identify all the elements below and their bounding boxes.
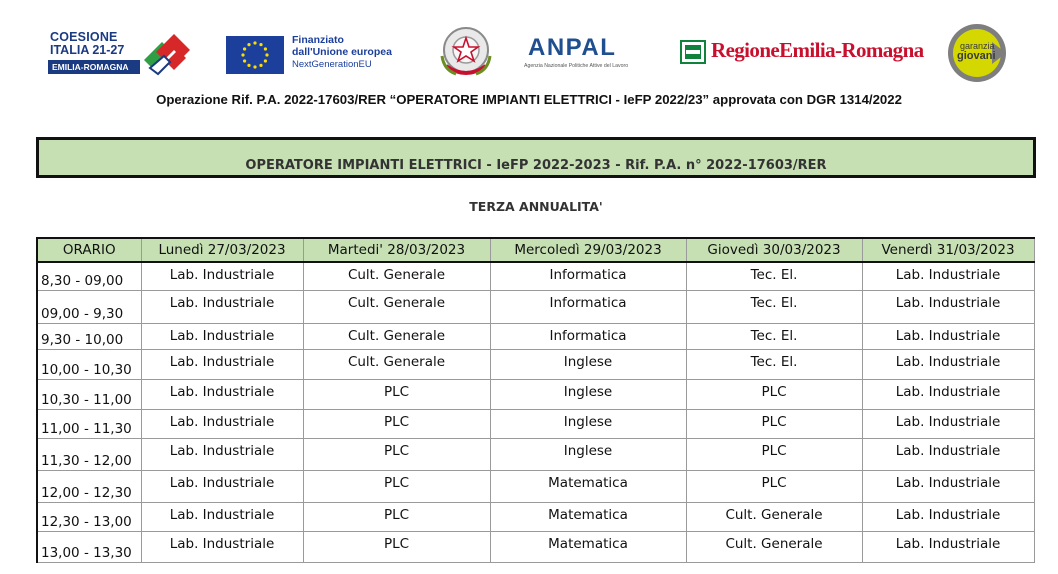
schedule-table xyxy=(36,237,1035,563)
time-slot: 11,30 - 12,00 xyxy=(37,438,141,470)
table-cell: PLC xyxy=(303,409,490,438)
table-cell: Matematica xyxy=(490,470,686,502)
table-row xyxy=(37,290,1034,323)
anpal-logo xyxy=(524,32,650,74)
table-cell: Lab. Industriale xyxy=(141,502,303,531)
table-cell: PLC xyxy=(686,379,862,409)
regione-emilia-romagna-logo xyxy=(680,38,924,70)
table-cell: Cult. Generale xyxy=(303,349,490,379)
time-slot: 09,00 - 9,30 xyxy=(37,290,141,323)
table-cell: Inglese xyxy=(490,349,686,379)
table-row xyxy=(37,502,1034,531)
table-cell: Lab. Industriale xyxy=(862,262,1034,290)
table-cell: Lab. Industriale xyxy=(862,349,1034,379)
header-tuesday: Martedi' 28/03/2023 xyxy=(303,238,490,262)
table-cell: Cult. Generale xyxy=(303,290,490,323)
table-cell: Lab. Industriale xyxy=(862,438,1034,470)
table-cell: Lab. Industriale xyxy=(141,409,303,438)
table-row xyxy=(37,438,1034,470)
table-cell: Informatica xyxy=(490,323,686,349)
table-cell: Inglese xyxy=(490,438,686,470)
table-cell: PLC xyxy=(303,438,490,470)
time-slot: 11,00 - 11,30 xyxy=(37,409,141,438)
table-cell: Tec. El. xyxy=(686,290,862,323)
table-cell: PLC xyxy=(303,470,490,502)
table-row xyxy=(37,262,1034,290)
table-cell: PLC xyxy=(303,379,490,409)
table-cell: Tec. El. xyxy=(686,349,862,379)
header-wednesday: Mercoledì 29/03/2023 xyxy=(490,238,686,262)
table-row xyxy=(37,323,1034,349)
coesione-italia-logo xyxy=(48,30,193,78)
table-cell: Lab. Industriale xyxy=(862,379,1034,409)
table-cell: PLC xyxy=(303,531,490,562)
eu-line1: Finanziato xyxy=(292,34,344,46)
time-slot: 9,30 - 10,00 xyxy=(37,323,141,349)
header-thursday: Giovedì 30/03/2023 xyxy=(686,238,862,262)
anpal-word: ANPAL xyxy=(528,34,617,61)
table-cell: Matematica xyxy=(490,531,686,562)
coesione-line2: ITALIA 21-27 xyxy=(50,43,125,57)
time-slot: 10,30 - 11,00 xyxy=(37,379,141,409)
table-row xyxy=(37,409,1034,438)
table-cell: Cult. Generale xyxy=(303,323,490,349)
table-cell: Lab. Industriale xyxy=(862,470,1034,502)
table-cell: Lab. Industriale xyxy=(141,531,303,562)
table-cell: Lab. Industriale xyxy=(862,290,1034,323)
table-row xyxy=(37,470,1034,502)
operation-caption: Operazione Rif. P.A. 2022-17603/RER “OPERATORE IMPIANTI ELETTRICI - IeFP 2022/23” approvata con DGR 1314/2022 xyxy=(156,92,902,107)
garanzia-line1: garanzia xyxy=(960,41,995,51)
table-cell: Cult. Generale xyxy=(686,531,862,562)
table-cell: Lab. Industriale xyxy=(141,379,303,409)
table-row xyxy=(37,349,1034,379)
eu-nextgeneration-logo xyxy=(226,34,416,74)
time-slot: 8,30 - 09,00 xyxy=(37,262,141,290)
italian-republic-emblem-icon xyxy=(436,22,496,82)
regione-name: RegioneEmilia-Romagna xyxy=(711,38,924,62)
course-banner xyxy=(36,137,1036,178)
table-cell: PLC xyxy=(686,438,862,470)
garanzia-line2: giovani xyxy=(957,50,996,62)
time-slot: 12,30 - 13,00 xyxy=(37,502,141,531)
table-cell: Lab. Industriale xyxy=(862,502,1034,531)
table-cell: Lab. Industriale xyxy=(862,409,1034,438)
table-cell: PLC xyxy=(686,470,862,502)
table-cell: Informatica xyxy=(490,262,686,290)
eu-flag-icon xyxy=(226,36,284,74)
table-cell: Lab. Industriale xyxy=(141,349,303,379)
table-cell: Lab. Industriale xyxy=(141,262,303,290)
table-cell: Lab. Industriale xyxy=(862,323,1034,349)
table-cell: PLC xyxy=(303,502,490,531)
table-cell: Lab. Industriale xyxy=(141,438,303,470)
table-cell: Matematica xyxy=(490,502,686,531)
table-row xyxy=(37,379,1034,409)
table-cell: Lab. Industriale xyxy=(141,470,303,502)
table-cell: PLC xyxy=(686,409,862,438)
table-cell: Cult. Generale xyxy=(303,262,490,290)
table-cell: Tec. El. xyxy=(686,262,862,290)
coesione-line1: COESIONE xyxy=(50,30,118,44)
time-slot: 10,00 - 10,30 xyxy=(37,349,141,379)
table-cell: Lab. Industriale xyxy=(862,531,1034,562)
eu-line3: NextGenerationEU xyxy=(292,59,372,70)
header-monday: Lunedì 27/03/2023 xyxy=(141,238,303,262)
garanzia-giovani-logo xyxy=(946,22,1024,84)
table-header-row xyxy=(37,238,1034,262)
logo-strip xyxy=(0,0,1058,92)
eu-line2: dall'Unione europea xyxy=(292,46,392,58)
coesione-arrow-icon xyxy=(140,32,192,76)
table-cell: Inglese xyxy=(490,379,686,409)
table-cell: Tec. El. xyxy=(686,323,862,349)
time-slot: 12,00 - 12,30 xyxy=(37,470,141,502)
header-friday: Venerdì 31/03/2023 xyxy=(862,238,1034,262)
year-heading: TERZA ANNUALITA' xyxy=(469,199,603,214)
coesione-region: EMILIA-ROMAGNA xyxy=(48,60,140,74)
header-orario: ORARIO xyxy=(37,238,141,262)
table-cell: Inglese xyxy=(490,409,686,438)
regione-mark-icon xyxy=(680,40,706,64)
table-cell: Lab. Industriale xyxy=(141,323,303,349)
table-row xyxy=(37,531,1034,562)
table-cell: Informatica xyxy=(490,290,686,323)
anpal-subtitle: Agenzia Nazionale Politiche Attive del Lavoro xyxy=(524,63,629,69)
table-cell: Cult. Generale xyxy=(686,502,862,531)
course-banner-title: OPERATORE IMPIANTI ELETTRICI - IeFP 2022-2023 - Rif. P.A. n° 2022-17603/RER xyxy=(245,158,827,173)
time-slot: 13,00 - 13,30 xyxy=(37,531,141,562)
table-cell: Lab. Industriale xyxy=(141,290,303,323)
